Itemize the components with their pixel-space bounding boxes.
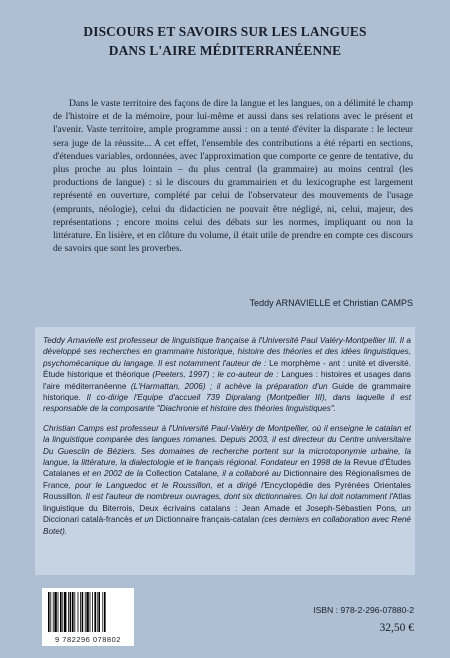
barcode <box>42 588 134 646</box>
bio-text-title: Le morphème - ant : unité et diversité. Étude historique et théorique <box>43 358 411 380</box>
book-title-line-2: DANS L'AIRE MÉDITERRANÉENNE <box>108 43 342 58</box>
barcode-bar <box>50 592 51 632</box>
barcode-bar <box>54 592 56 632</box>
bio-text-title: Guide de grammaire historique <box>43 381 411 403</box>
book-title-line-1: DISCOURS ET SAVOIRS SUR LES LANGUES <box>83 24 367 39</box>
bio-text-title: Diccionari català-francès <box>43 515 133 525</box>
bio-text-italic: , un <box>394 503 411 513</box>
bio-text-title: Collection Catalane <box>145 469 218 479</box>
barcode-bar <box>90 592 91 632</box>
bio-text-title: Dictionnaire français-catalan <box>155 515 260 525</box>
bio-text-italic: et en 2002 de la <box>79 469 146 479</box>
bio-text-italic: (L'Harmattan, 2006) ; il achève la préparation d'un <box>126 381 333 391</box>
bio-christian-camps <box>43 423 411 537</box>
barcode-bar <box>68 592 69 632</box>
author-biographies-box <box>35 327 415 575</box>
bio-text-title: Atlas linguistique du Biterrois, Deux écrivains catalans : Jean Amade et Joseph-Sébastien Pons <box>43 492 411 513</box>
bio-text-italic: Christian Camps est professeur à l'Université Paul-Valéry de Montpellier, où il enseigne le catalan et la linguistique comparée des langues romanes. Depuis 2003, il est directeur du Centre universitaire Du Guesclin de Béziers. Ses domaines de recherche portent sur la microtoponymie urbaine, la langue, la littérature, la dialectologie et le français régional. Fondateur en 1998 de la <box>43 423 411 468</box>
barcode-bar <box>78 592 79 632</box>
barcode-bar <box>82 592 84 632</box>
bio-text-italic: , il a collaboré au <box>217 469 284 479</box>
barcode-bar <box>62 592 63 632</box>
book-title <box>20 22 430 60</box>
bio-text-title: Dictionnaire des Régionalismes de France <box>43 469 411 490</box>
bio-text-title: Encyclopédie des Pyrénées Orientales Roussillon <box>43 480 411 502</box>
barcode-bar <box>58 592 59 632</box>
barcode-bar <box>60 592 62 632</box>
isbn: ISBN : 978-2-296-07880-2 <box>313 605 414 615</box>
bio-text-italic: . Il co-dirige l'Equipe d'accueil 739 Dipralang (Montpellier III), dans laquelle il est responsable de la composante "Diachronie et histoire des théories linguistiques". <box>43 393 411 414</box>
price: 32,50 € <box>379 622 414 634</box>
barcode-bar <box>86 592 88 632</box>
barcode-bar <box>104 592 106 632</box>
bio-text-italic: et un <box>132 515 156 525</box>
bio-text-italic: . Il est l'auteur de nombreux ouvrages, dont six dictionnaires. On lui doit notamment l' <box>80 492 393 502</box>
bio-text-italic: Teddy Arnavielle est professeur de linguistique française à l'Université Paul Valéry-Montpellier III. Il a développé ses recherches en grammaire historique, histoire des théories et des idées linguistiques, psychomécanique du langage. Il est notamment l'auteur de : <box>43 336 411 368</box>
bio-text-italic: (Peeters, 1997) ; le co-auteur de : <box>149 370 282 380</box>
barcode-bar <box>94 592 96 632</box>
bio-text-italic: , pour le Languedoc et le Roussillon, et a dirigé l' <box>68 480 265 490</box>
barcode-bar <box>53 592 54 632</box>
bio-text-title: Langues : histoires et usages dans l'aire méditerranéenne <box>43 370 411 391</box>
bio-teddy-arnavielle <box>43 335 411 415</box>
authors-signature: Teddy ARNAVIELLE et Christian CAMPS <box>249 298 413 308</box>
barcode-bar <box>97 592 98 632</box>
intro-paragraph: Dans le vaste territoire des façons de dire la langue et les langues, on a délimité le champ de l'histoire et de la mémoire, pour lui-même et aussi dans ses relations avec le présent et l'avenir. Vaste territoire, ample programme aussi : on a tenté d'éviter la disparate : le lecteur sera juge de la réussite... A cet effet, l'ensemble des contributions a été réparti en sections, d'étendues variables, ordonnées, avec l'approximation que comporte ce genre de tentative, du plus proche au plus lointain – du plus central (la grammaire) au moins central (les productions de langue) : si le discours du grammairien et du lexicographe est largement représenté en ouverture, complété par celui de l'observateur des mouvements de l'usage (emprunts, néologie), celui du didacticien ne pouvait être négligé, ni, celui, majeur, des représentations ; encore moins celui des débats sur les normes, impliquant ou non la littérature. En lisière, et en clôture du volume, il était utile de prendre en compte ces discours de savoirs que sont les proverbes. <box>53 98 413 255</box>
barcode-bar <box>48 592 50 632</box>
barcode-bar <box>98 592 100 632</box>
bio-text-italic: (ces derniers en collaboration avec René Botet). <box>43 515 411 536</box>
barcode-bar <box>70 592 72 632</box>
barcode-bar <box>64 592 66 632</box>
barcode-number: 9 782296 078802 <box>55 635 121 644</box>
barcode-bar <box>74 592 75 632</box>
barcode-bar <box>85 592 86 632</box>
bio-text-title: Revue d'Études Catalanes <box>43 458 411 479</box>
barcode-bars <box>46 592 130 632</box>
barcode-bar <box>80 592 81 632</box>
barcode-bar <box>92 592 93 632</box>
barcode-bar <box>102 592 103 632</box>
barcode-bar <box>72 592 74 632</box>
